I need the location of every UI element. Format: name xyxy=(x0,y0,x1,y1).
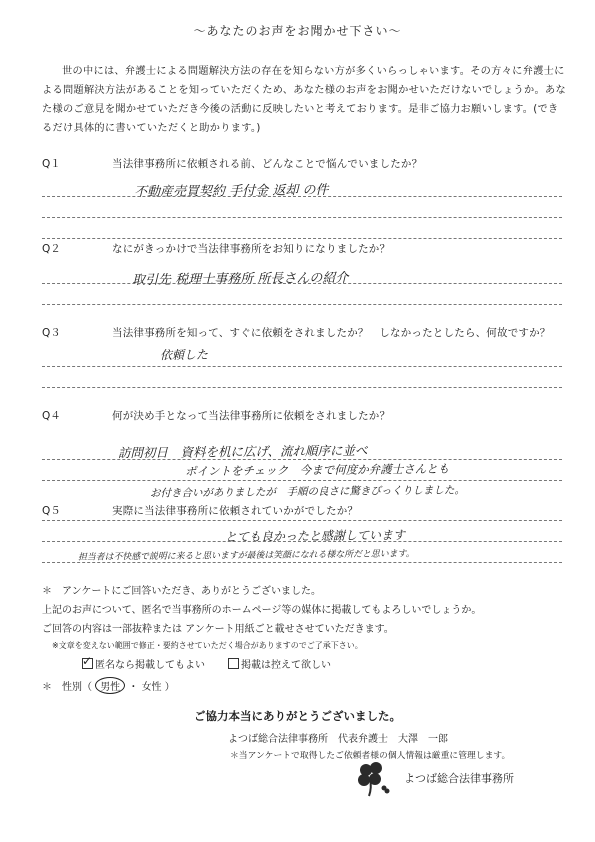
small-note: ※文章を変えない範囲で修正・要約させていただく場合がありますのでご了承下さい。 xyxy=(52,641,363,650)
answer-line xyxy=(42,520,562,521)
q1-answer: 不動産売買契約 手付金 返却 の件 xyxy=(133,182,329,201)
survey-thanks: ＊ アンケートにご回答いただき、ありがとうございました。 xyxy=(42,586,321,597)
option-anonymous-ok[interactable] xyxy=(82,656,205,671)
gender-female[interactable]: 女性 xyxy=(141,682,162,693)
q5-number: Q５ xyxy=(42,505,61,517)
q4-answer-line3: お付き合いがありましたが 手順の良さに驚きびっくりしました。 xyxy=(149,484,466,500)
logo-text: よつば総合法律事務所 xyxy=(404,772,514,785)
consent-question: 上記のお声について、匿名で当事務所のホームページ等の媒体に掲載してもよろしいでしょうか。 xyxy=(42,605,482,616)
q1-text: 当法律事務所に依頼される前、どんなことで悩んでいましたか？ xyxy=(112,158,423,170)
q1-number: Q１ xyxy=(42,158,61,170)
q5-answer-line1: とても良かったと感謝しています xyxy=(224,528,406,544)
q4-answer-line2: ポイントをチェック 今まで何度か弁護士さんとも xyxy=(184,461,450,479)
gender-suffix: ） xyxy=(164,682,175,693)
answer-line xyxy=(42,480,562,481)
q4-text: 何が決め手となって当法律事務所に依頼をされましたか？ xyxy=(112,410,391,422)
closing-thanks: ご協力本当にありがとうございました。 xyxy=(194,709,401,723)
answer-line xyxy=(42,304,562,305)
option-ok-label: 匿名なら掲載してもよい xyxy=(95,660,205,671)
q4-number: Q４ xyxy=(42,410,61,422)
clover-logo-icon xyxy=(352,758,392,798)
signature: よつば総合法律事務所 代表弁護士 大澤 一郎 xyxy=(228,734,448,745)
q3-text: 当法律事務所を知って、すぐに依頼をされましたか？ しなかったとしたら、何故ですか？ xyxy=(112,327,551,339)
q4-answer-line1: 訪問初日 資料を机に広げ、流れ順序に並べ xyxy=(117,442,368,461)
answer-line xyxy=(42,238,562,239)
option-ng-label: 掲載は控えて欲しい xyxy=(241,660,331,671)
gender-separator: ・ xyxy=(128,682,139,693)
consent-note: ご回答の内容は一部抜粋または アンケート用紙ごと載せさせていただきます。 xyxy=(42,624,394,635)
q5-answer-line2: 担当者は不快感で説明に来ると思いますが最後は笑顔になれる様な所だと思います。 xyxy=(77,549,415,563)
answer-line xyxy=(42,196,562,197)
q3-answer: 依頼した xyxy=(159,347,209,363)
privacy-note: ＊当アンケートで取得したご依頼者様の個人情報は厳重に管理します。 xyxy=(230,751,511,761)
intro-text: 世の中には、弁護士による問題解決方法の存在を知らない方が多くいらっしゃいます。その方々に弁護士による問題解決方法があることを知っていただくため、あなた様のお声をお聞かせいただけないでしょうか。あなた様のご意見を聞かせていただき今後の活動に反映したいと考えております。是非ご協力お願いします。(できるだけ具体的に書いていただくと助かります。) xyxy=(42,66,566,134)
gender-row xyxy=(42,677,175,694)
option-decline[interactable] xyxy=(228,656,331,671)
answer-line xyxy=(42,459,562,460)
checkbox-empty-icon[interactable] xyxy=(228,658,239,669)
answer-line xyxy=(42,387,562,388)
gender-prefix: ＊ 性別（ xyxy=(42,682,92,693)
q2-number: Q２ xyxy=(42,243,61,255)
answer-line xyxy=(42,366,562,367)
gender-male-selected[interactable]: 男性 xyxy=(95,677,125,694)
page-title: ～あなたのお声をお聞かせ下さい～ xyxy=(193,24,402,38)
q2-text: なにがきっかけで当法律事務所をお知りになりましたか？ xyxy=(112,243,391,255)
answer-line xyxy=(42,541,562,542)
answer-line xyxy=(42,562,562,563)
checkbox-checked-icon[interactable] xyxy=(82,658,93,669)
answer-line xyxy=(42,217,562,218)
q2-answer: 取引先 税理士事務所 所長さんの紹介 xyxy=(131,270,349,289)
q5-text: 実際に当法律事務所に依頼されていかがでしたか？ xyxy=(112,505,359,517)
q3-number: Q３ xyxy=(42,327,61,339)
answer-line xyxy=(42,283,562,284)
